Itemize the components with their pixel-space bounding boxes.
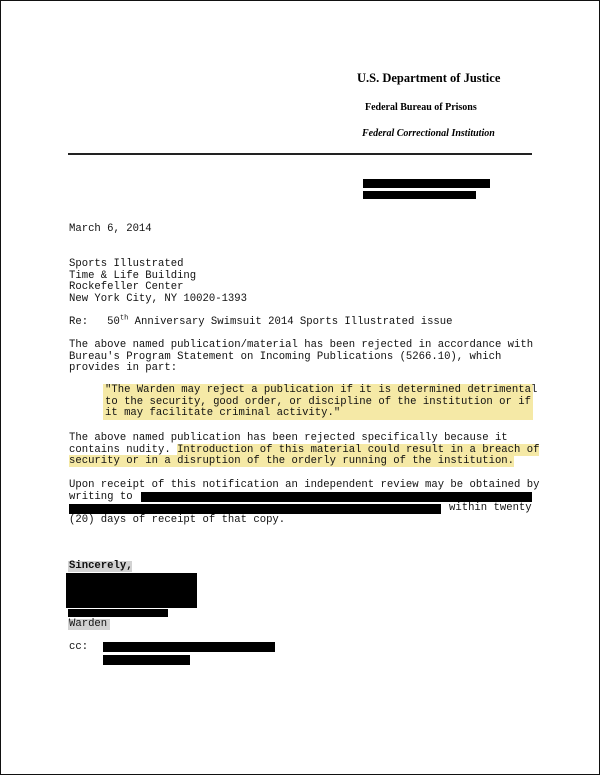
paragraph-rejection-basis [69,340,533,375]
redaction-block [103,655,190,665]
paragraph-line: Upon receipt of this notification an independent review may be obtained by [69,479,540,491]
institution-name: Federal Correctional Institution [362,128,495,139]
agency-name: U.S. Department of Justice [357,71,501,85]
subject-number: 50 [107,316,120,328]
address-line: Sports Illustrated [69,258,184,270]
paragraph-line [69,456,539,468]
quote-line: it may facilitate criminal activity." [105,407,341,419]
recipient-address [69,259,247,305]
paragraph-rejection-reason [69,433,539,468]
closing-salutation: Sincerely, [69,560,133,572]
redaction-block [363,179,490,188]
subject-line [69,314,453,329]
reason-plain-text: contains nudity. [69,443,178,456]
subject-label: Re: [69,316,89,328]
paragraph-line: The above named publication/material has been rejected in accordance with [69,339,534,351]
address-line: New York City, NY 10020-1393 [69,292,248,305]
subject-text: Anniversary Swimsuit 2014 Sports Illustrated issue [128,316,453,328]
redaction-block [141,492,532,502]
redaction-block [69,504,441,514]
redaction-block [103,642,275,652]
review-deadline-text: within twenty [449,502,532,514]
quote-line: to the security, good order, or discipline of the institution or if [105,395,531,408]
address-line: Time & Life Building [69,269,197,282]
signer-title: Warden [69,618,108,630]
letter-date: March 6, 2014 [69,223,152,235]
paragraph-line: provides in part: [69,362,178,374]
bureau-name: Federal Bureau of Prisons [365,102,477,113]
quote-line: "The Warden may reject a publication if it is determined detrimental [105,384,538,396]
reason-highlighted-text: Introduction of this material could result in a breach of [177,443,540,456]
letterhead-divider [68,153,532,155]
redaction-block [363,191,476,199]
paragraph-line: writing to [69,490,133,503]
paragraph-line: Bureau's Program Statement on Incoming Publications (5266.10), which [69,350,502,363]
address-line: Rockefeller Center [69,281,184,293]
paragraph-line: (20) days of receipt of that copy. [69,514,286,526]
policy-quote [105,385,537,420]
name-redaction [68,609,168,617]
paragraph-line: The above named publication has been rejected specifically because it [69,432,508,444]
signature-redaction [66,573,197,608]
reason-highlighted-text: security or in a disruption of the orderly running of the institution. [69,455,515,467]
subject-ordinal: th [119,314,129,323]
cc-label: cc: [69,641,89,653]
